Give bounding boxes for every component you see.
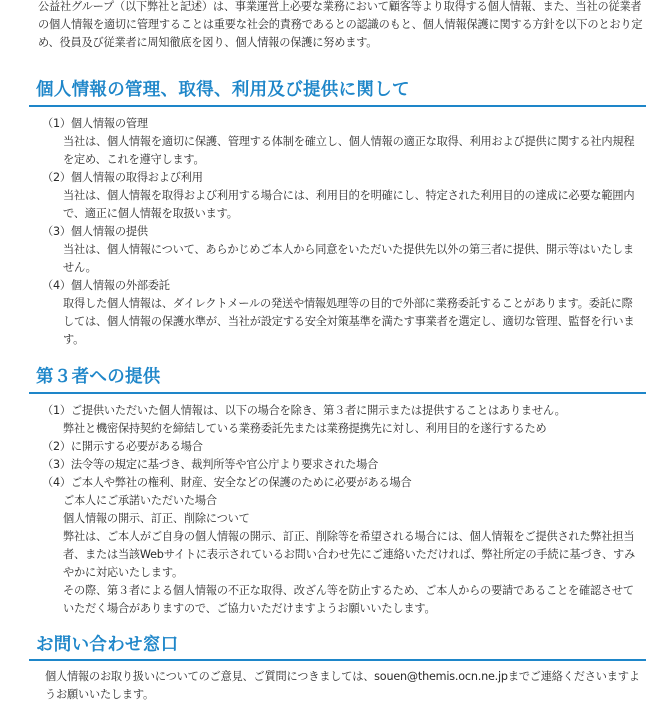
item-body-management: 当社は、個人情報を適切に保護、管理する体制を確立し、個人情報の適正な取得、利用および提供に関する社内規程を定め、これを遵守します。 [63,135,635,166]
third-party-sub-disclosure: 個人情報の開示、訂正、削除について [63,512,250,525]
third-party-line-1: （1）ご提供いただいた個人情報は、以下の場合を除き、第３者に開示または提供することはありません。 [42,404,566,417]
item-body-acquisition: 当社は、個人情報を取得および利用する場合には、利用目的を明確にし、特定された利用目的の達成に必要な範囲内で、適正に個人情報を取扱います。 [63,189,635,220]
section-divider [29,105,646,107]
section-heading-management: 個人情報の管理、取得、利用及び提供に関して [36,80,410,100]
item-title-provision: （3）個人情報の提供 [42,225,148,238]
section-heading-contact: お問い合わせ窓口 [36,635,179,655]
intro-paragraph: 公益社グループ（以下弊社と記述）は、事業運営上必要な業務において顧客等より取得する個人情報、また、当社の従業者の個人情報を適切に管理することは重要な社会的責務であるとの認識のもと、個人情報保護に関する方針を以下のとおり定め、役員及び従業者に周知徹底を図り、個人情報の保護に努めます。 [38,0,643,49]
contact-body: 個人情報のお取り扱いについてのご意見、ご質問につきましては、souen@themis.ocn.ne.jpまでご連絡くださいますようお願いいたします。 [45,670,640,701]
third-party-line-4: （4）ご本人や弊社の権利、財産、安全などの保護のために必要がある場合 [42,476,412,489]
third-party-line-3: （3）法令等の規定に基づき、裁判所等や官公庁より要求された場合 [42,458,379,471]
verification-body: その際、第３者による個人情報の不正な取得、改ざん等を防止するため、ご本人からの要請であることを確認させていただく場合がありますので、ご協力いただけますようお願いいたします。 [63,584,634,615]
third-party-sub-consent: ご本人にご承諾いただいた場合 [63,494,217,507]
third-party-line-2: （2）に開示する必要がある場合 [42,440,203,453]
third-party-line-1b: 弊社と機密保持契約を締結している業務委託先または業務提携先に対し、利用目的を遂行するため [63,422,547,435]
item-body-outsourcing: 取得した個人情報は、ダイレクトメールの発送や情報処理等の目的で外部に業務委託することがあります。委託に際しては、個人情報の保護水準が、当社が設定する安全対策基準を満たす事業者を選定し、適切な管理、監督を行います。 [63,297,635,346]
item-title-management: （1）個人情報の管理 [42,117,148,130]
item-title-acquisition: （2）個人情報の取得および利用 [42,171,203,184]
section-divider [29,392,646,394]
section-divider [29,659,646,661]
section-heading-third-party: 第３者への提供 [36,367,161,387]
disclosure-body: 弊社は、ご本人がご自身の個人情報の開示、訂正、削除等を希望される場合には、個人情報をご提供された弊社担当者、または当該Webサイトに表示されているお問い合わせ先にご連絡いただければ、弊社所定の手続に基づき、すみやかに対応いたします。 [63,530,635,579]
item-title-outsourcing: （4）個人情報の外部委託 [42,279,170,292]
item-body-provision: 当社は、個人情報について、あらかじめご本人から同意をいただいた提供先以外の第三者に提供、開示等はいたしません。 [63,243,634,274]
